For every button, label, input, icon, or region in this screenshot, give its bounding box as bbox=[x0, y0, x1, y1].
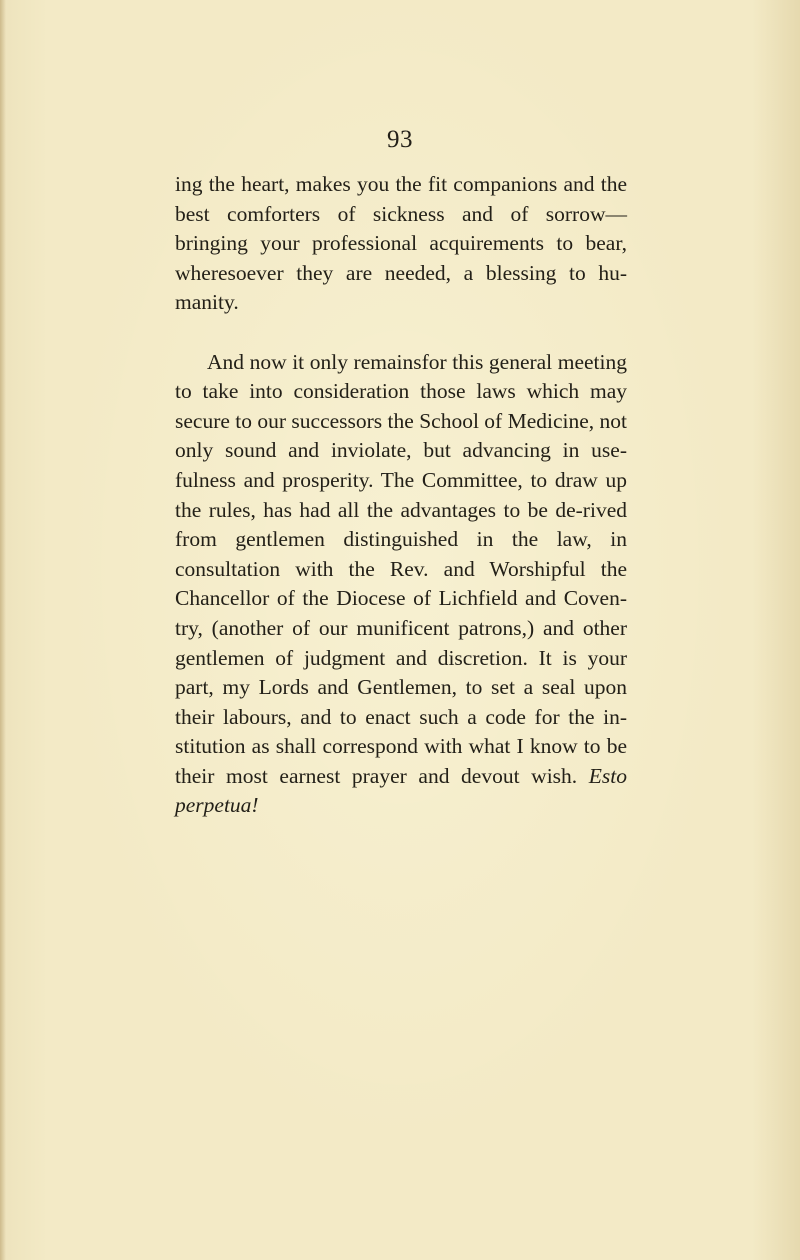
closing-latin-phrase: Esto perpetua! bbox=[175, 763, 628, 818]
paragraph-2 bbox=[175, 348, 627, 822]
body-text bbox=[175, 170, 627, 821]
paragraph-2-text: And now it only remainsfor this general meeting to take into consideration those laws which may secure to our successors the School of Medicine, not only sound and inviolate, but advancing in use-fulness and prosperity. The Committee, to draw up the rules, has had all the advantages to be de-rived from gentlemen distinguished in the law, in consultation with the Rev. and Worshipful the Chancellor of the Diocese of Lichfield and Coven-try, (another of our munificent patrons,) and other gentlemen of judgment and discretion. It is your part, my Lords and Gentlemen, to set a seal upon their labours, and to enact such a code for the in-stitution as shall correspond with what I know to be their most earnest prayer and devout wish. bbox=[175, 349, 627, 788]
page-edge-shadow bbox=[0, 0, 6, 1260]
page-number: 93 bbox=[387, 126, 413, 153]
paragraph-1: ing the heart, makes you the fit companions and the best comforters of sickness and of sorrow—bringing your professional acquirements to bear, wheresoever they are needed, a blessing to hu-manity. bbox=[175, 172, 627, 315]
